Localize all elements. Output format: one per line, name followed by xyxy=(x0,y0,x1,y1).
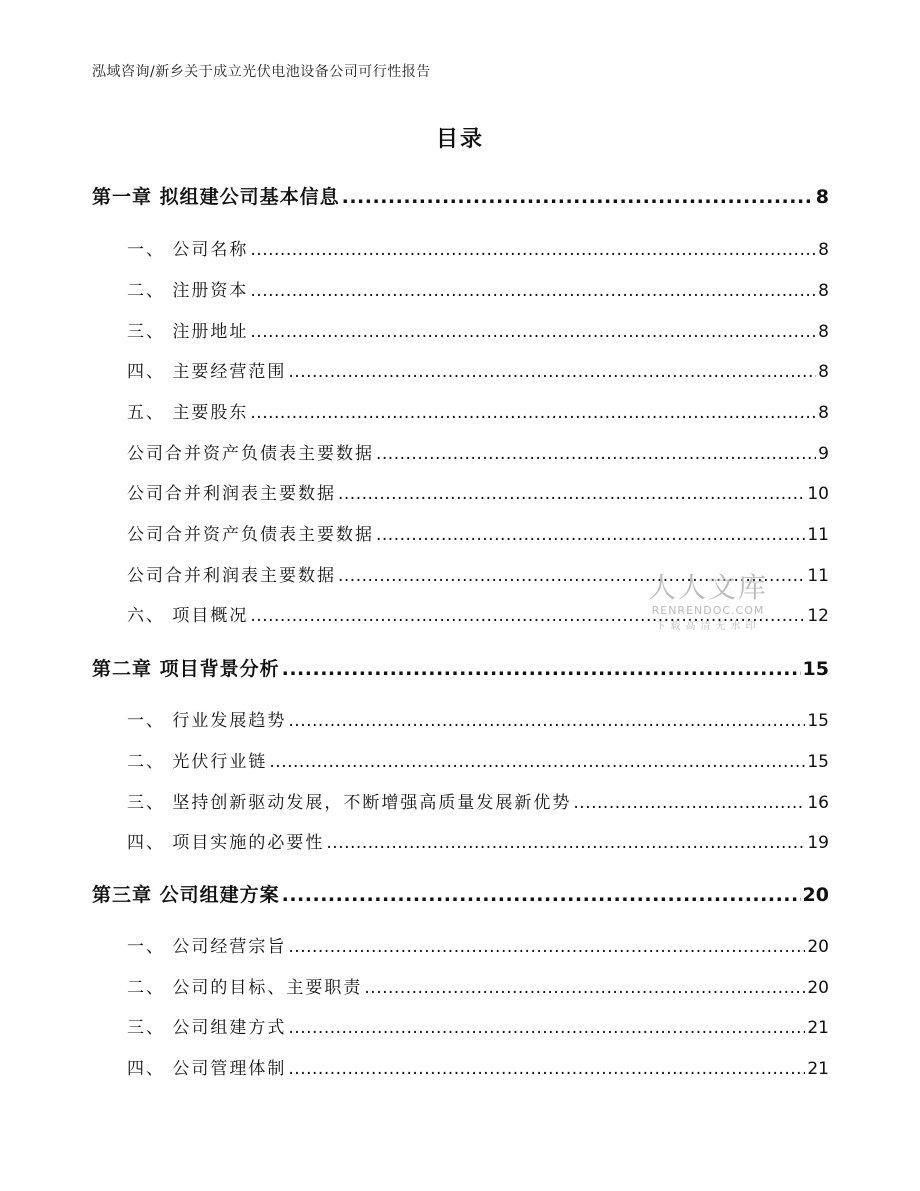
toc-label: 四、 项目实施的必要性 xyxy=(127,833,325,853)
toc-leader xyxy=(250,281,816,301)
toc-label: 四、 主要经营范围 xyxy=(127,362,287,382)
toc-page: 8 xyxy=(818,281,829,301)
toc-page: 11 xyxy=(807,566,829,586)
toc-page: 20 xyxy=(807,937,829,957)
toc-leader xyxy=(288,1059,805,1079)
toc-label: 一、 行业发展趋势 xyxy=(127,711,287,731)
toc-label: 一、 公司经营宗旨 xyxy=(127,937,287,957)
toc-leader xyxy=(288,937,805,957)
toc-leader xyxy=(342,186,814,208)
page-header: 泓域咨询/新乡关于成立光伏电池设备公司可行性报告 xyxy=(92,64,431,80)
toc-label: 三、 公司组建方式 xyxy=(127,1018,287,1038)
toc-label: 二、 光伏行业链 xyxy=(127,752,268,772)
watermark-url: RENRENDOC.COM xyxy=(651,604,765,617)
toc-page: 12 xyxy=(807,606,829,626)
toc-label: 二、 公司的目标、主要职责 xyxy=(127,978,363,998)
toc-item[interactable] xyxy=(127,932,829,957)
toc-item[interactable] xyxy=(127,1054,829,1079)
toc-label: 三、 坚持创新驱动发展，不断增强高质量发展新优势 xyxy=(127,793,572,813)
toc-page: 15 xyxy=(802,658,829,680)
toc-item[interactable] xyxy=(127,235,829,260)
toc-item[interactable] xyxy=(127,706,829,731)
toc-label: 公司合并利润表主要数据 xyxy=(127,484,336,504)
toc-leader xyxy=(288,1018,805,1038)
toc-chapter[interactable] xyxy=(92,880,829,907)
toc-item[interactable] xyxy=(127,1013,829,1038)
toc-leader xyxy=(376,444,816,464)
toc-leader xyxy=(338,484,805,504)
toc-leader xyxy=(282,884,801,906)
toc-item[interactable] xyxy=(127,317,829,342)
toc-item[interactable] xyxy=(127,439,829,464)
toc-label: 公司合并资产负债表主要数据 xyxy=(127,444,374,464)
toc-item[interactable] xyxy=(127,357,829,382)
toc-label: 第二章 项目背景分析 xyxy=(92,658,280,680)
toc-item[interactable] xyxy=(127,479,829,504)
toc-label: 一、 公司名称 xyxy=(127,240,249,260)
toc-page: 8 xyxy=(818,322,829,342)
toc-page: 15 xyxy=(807,711,829,731)
toc-page: 16 xyxy=(807,793,829,813)
toc-leader xyxy=(573,793,805,813)
toc-label: 六、 项目概况 xyxy=(127,606,249,626)
toc-label: 二、 注册资本 xyxy=(127,281,249,301)
watermark-main: 人人文库 xyxy=(648,571,769,604)
toc-page: 15 xyxy=(807,752,829,772)
watermark-tagline: 下载高清无水印 xyxy=(655,621,761,632)
toc-label: 三、 注册地址 xyxy=(127,322,249,342)
toc-page: 21 xyxy=(807,1059,829,1079)
toc-label: 四、 公司管理体制 xyxy=(127,1059,287,1079)
toc-item[interactable] xyxy=(127,747,829,772)
toc-page: 8 xyxy=(818,403,829,423)
toc-item[interactable] xyxy=(127,276,829,301)
toc-leader xyxy=(288,711,805,731)
toc-leader xyxy=(250,240,816,260)
toc-item[interactable] xyxy=(127,973,829,998)
toc-page: 8 xyxy=(815,186,829,208)
toc-leader xyxy=(269,752,805,772)
toc-label: 第一章 拟组建公司基本信息 xyxy=(92,186,340,208)
toc-leader xyxy=(326,833,805,853)
toc-page: 20 xyxy=(802,884,829,906)
toc-item[interactable] xyxy=(127,788,829,813)
toc-leader xyxy=(282,658,801,680)
toc-label: 公司合并利润表主要数据 xyxy=(127,566,336,586)
toc-page: 8 xyxy=(818,240,829,260)
toc-label: 五、 主要股东 xyxy=(127,403,249,423)
toc-page: 20 xyxy=(807,978,829,998)
toc-chapter[interactable] xyxy=(92,182,829,209)
toc-item[interactable] xyxy=(127,398,829,423)
toc-page: 19 xyxy=(807,833,829,853)
toc-label: 公司合并资产负债表主要数据 xyxy=(127,525,374,545)
page-title: 目录 xyxy=(435,127,484,152)
toc-chapter[interactable] xyxy=(92,654,829,681)
toc-page: 10 xyxy=(807,484,829,504)
toc-page: 9 xyxy=(818,444,829,464)
toc-page: 8 xyxy=(818,362,829,382)
toc-leader xyxy=(376,525,805,545)
toc-leader xyxy=(250,403,816,423)
toc-item[interactable] xyxy=(127,828,829,853)
toc-leader xyxy=(364,978,805,998)
toc-page: 11 xyxy=(807,525,829,545)
watermark xyxy=(648,566,768,632)
toc-item[interactable] xyxy=(127,520,829,545)
toc-leader xyxy=(250,322,816,342)
toc-page: 21 xyxy=(807,1018,829,1038)
toc-leader xyxy=(288,362,816,382)
toc-label: 第三章 公司组建方案 xyxy=(92,884,280,906)
